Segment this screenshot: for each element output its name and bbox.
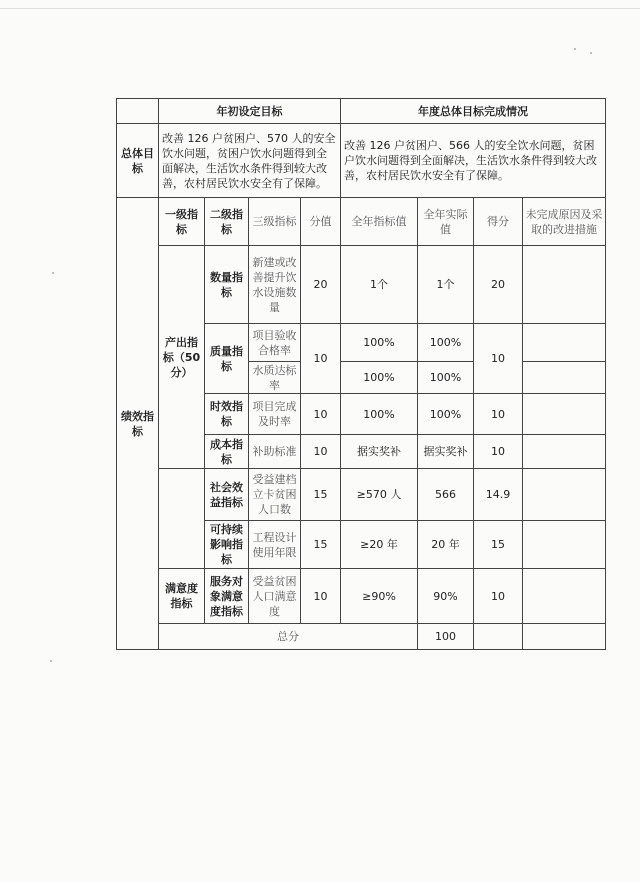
quantity-reason [523,246,606,324]
satisfaction-value: 10 [301,569,341,624]
sustainable-reason [523,521,606,569]
acceptance-reason [523,324,606,362]
quantity-actual: 1个 [418,246,474,324]
water-quality-rate-label: 水质达标率 [249,362,301,394]
col-level2: 二级指标 [205,198,249,246]
acceptance-actual: 100% [418,324,474,362]
cost-level3: 补助标准 [249,435,301,469]
cost-reason [523,435,606,469]
scan-edge-line [0,8,640,9]
total-label: 总分 [159,624,418,650]
satisfaction-actual: 90% [418,569,474,624]
total-actual-empty [523,624,606,650]
cost-target: 据实奖补 [341,435,418,469]
water-quality-reason [523,362,606,394]
col-score-value: 分值 [301,198,341,246]
timeliness-level3: 项目完成及时率 [249,394,301,435]
quantity-target: 1个 [341,246,418,324]
cost-value: 10 [301,435,341,469]
social-actual: 566 [418,469,474,521]
social-value: 15 [301,469,341,521]
scan-speck [52,272,54,274]
quality-indicator-label: 质量指标 [205,324,249,394]
social-benefit-label: 社会效益指标 [205,469,249,521]
sustainable-impact-label: 可持续影响指标 [205,521,249,569]
sustainable-score: 15 [474,521,523,569]
col-annual-actual: 全年实际值 [418,198,474,246]
timeliness-indicator-label: 时效指标 [205,394,249,435]
acceptance-rate-label: 项目验收合格率 [249,324,301,362]
quantity-level3: 新建或改善提升饮水设施数量 [249,246,301,324]
header-initial-target: 年初设定目标 [159,99,341,124]
completion-text: 改善 126 户贫困户、566 人的安全饮水问题，贫困户饮水问题得到全面解决，生活饮水条件得到较大改善，农村居民饮水安全有了保障。 [341,124,606,198]
satisfaction-reason [523,569,606,624]
scan-speck [590,52,592,54]
timeliness-score: 10 [474,394,523,435]
col-level1: 一级指标 [159,198,205,246]
satisfaction-score: 10 [474,569,523,624]
water-quality-target: 100% [341,362,418,394]
satisfaction-indicator-label: 满意度指标 [159,569,205,624]
benefit-indicator-label [159,469,205,569]
col-reason: 未完成原因及采取的改进措施 [523,198,606,246]
performance-evaluation-table [116,98,606,650]
col-level3: 三级指标 [249,198,301,246]
quantity-score: 20 [474,246,523,324]
sustainable-target: ≥20 年 [341,521,418,569]
cost-indicator-label: 成本指标 [205,435,249,469]
timeliness-actual: 100% [418,394,474,435]
water-quality-actual: 100% [418,362,474,394]
cost-actual: 据实奖补 [418,435,474,469]
initial-target-text: 改善 126 户贫困户、570 人的安全饮水问题，贫困户饮水问题得到全面解决，生活饮水条件得到较大改善，农村居民饮水安全有了保障。 [159,124,341,198]
quantity-indicator-label: 数量指标 [205,246,249,324]
col-annual-target: 全年指标值 [341,198,418,246]
sustainable-value: 15 [301,521,341,569]
service-satisfaction-label: 服务对象满意度指标 [205,569,249,624]
scan-speck [574,48,576,50]
quality-score: 10 [474,324,523,394]
timeliness-value: 10 [301,394,341,435]
performance-indicator-label: 绩效指标 [117,198,159,650]
social-score: 14.9 [474,469,523,521]
overall-target-label: 总体目标 [117,124,159,198]
timeliness-target: 100% [341,394,418,435]
total-target-empty [474,624,523,650]
total-value: 100 [418,624,474,650]
output-indicator-label: 产出指标（50分） [159,246,205,469]
quality-value: 10 [301,324,341,394]
sustainable-actual: 20 年 [418,521,474,569]
acceptance-target: 100% [341,324,418,362]
scan-speck [50,660,52,662]
social-target: ≥570 人 [341,469,418,521]
satisfaction-target: ≥90% [341,569,418,624]
cost-score: 10 [474,435,523,469]
social-level3: 受益建档立卡贫困人口数 [249,469,301,521]
header-completion: 年度总体目标完成情况 [341,99,606,124]
social-reason [523,469,606,521]
quantity-value: 20 [301,246,341,324]
col-score: 得分 [474,198,523,246]
sustainable-level3: 工程设计使用年限 [249,521,301,569]
blank-corner-cell [117,99,159,124]
satisfaction-level3: 受益贫困人口满意度 [249,569,301,624]
timeliness-reason [523,394,606,435]
